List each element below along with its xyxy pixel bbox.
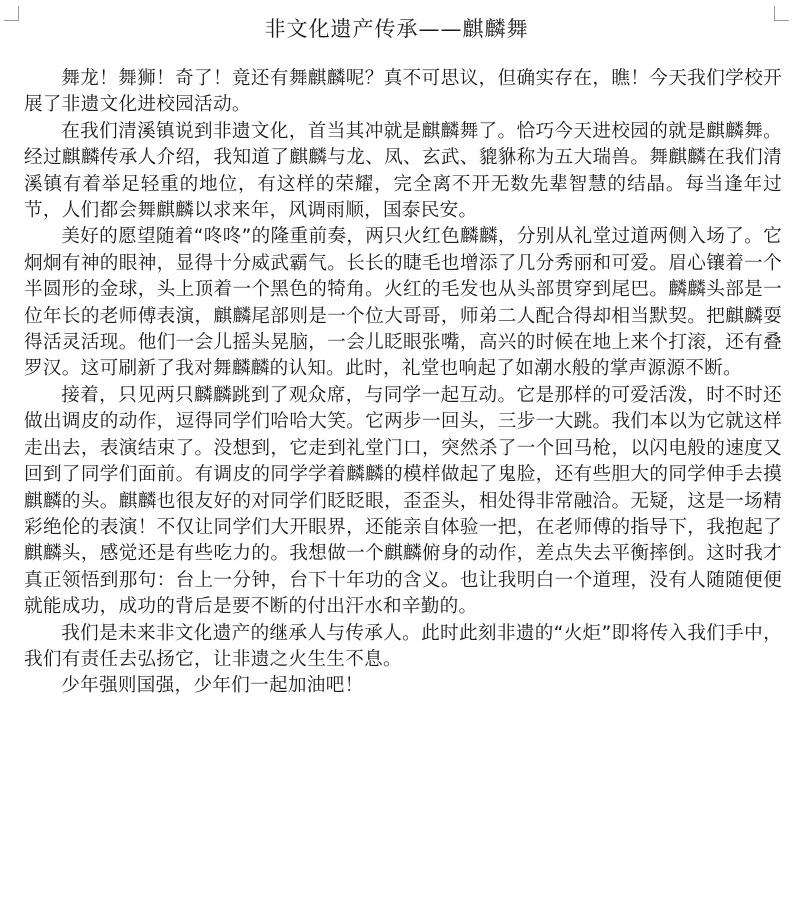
document-body — [24, 66, 782, 700]
paragraph-inheritance: 我们是未来非文化遗产的继承人与传承人。此时此刻非遗的“火炬”即将传入我们手中，我们有责任去弘扬它，让非遗之火生生不息。 — [24, 622, 782, 670]
paragraph-interaction: 接着，只见两只麟麟跳到了观众席，与同学一起互动。它是那样的可爱活泼，时不时还做出调皮的动作，逗得同学们哈哈大笑。它两步一回头，三步一大跳。我们本以为它就这样走出去，表演结束了。没想到，它走到礼堂门口，突然杀了一个回马枪，以闪电般的速度又回到了同学们面前。有调皮的同学学着麟麟的模样做起了鬼脸，还有些胆大的同学伸手去摸麒麟的头。麒麟也很友好的对同学们眨眨眼，歪歪头，相处得非常融洽。无疑，这是一场精彩绝伦的表演！不仅让同学们大开眼界，还能亲自体验一把，在老师傅的指导下，我抱起了麒麟头，感觉还是有些吃力的。我想做一个麒麟俯身的动作，差点失去平衡摔倒。这时我才真正领悟到那句：台上一分钟，台下十年功的含义。也让我明白一个道理，没有人随随便便就能成功，成功的背后是要不断的付出汗水和辛勤的。 — [24, 384, 782, 618]
paragraph-entrance: 美好的愿望随着“咚咚”的隆重前奏，两只火红色麟麟，分别从礼堂过道两侧入场了。它炯炯有神的眼神，显得十分威武霸气。长长的睫毛也增添了几分秀丽和可爱。眉心镶着一个半圆形的金球，头上顶着一个黑色的犄角。火红的毛发也从头部贯穿到尾巴。麟麟头部是一位年长的老师傅表演，麒麟尾部则是一个位大哥哥，师弟二人配合得却相当默契。把麒麟耍得活灵活现。他们一会儿摇头晃脑，一会儿眨眼张嘴，高兴的时候在地上来个打滚，还有叠罗汉。这可刷新了我对舞麟麟的认知。此时，礼堂也响起了如潮水般的掌声源源不断。 — [24, 226, 782, 380]
paragraph-background: 在我们清溪镇说到非遗文化，首当其冲就是麒麟舞了。恰巧今天进校园的就是麒麟舞。经过麒麟传承人介绍，我知道了麒麟与龙、凤、玄武、貔貅称为五大瑞兽。舞麒麟在我们清溪镇有着举足轻重的地位，有这样的荣耀，完全离不开无数先辈智慧的结晶。每当逢年过节，人们都会舞麒麟以求来年，风调雨顺，国泰民安。 — [24, 120, 782, 222]
paragraph-intro: 舞龙！舞狮！奇了！竟还有舞麒麟呢？真不可思议，但确实存在，瞧！今天我们学校开展了非遗文化进校园活动。 — [24, 68, 782, 116]
document-title: 非文化遗产传承——麒麟舞 — [264, 17, 529, 41]
paragraph-closing: 少年强则国强，少年们一起加油吧！ — [61, 675, 364, 697]
